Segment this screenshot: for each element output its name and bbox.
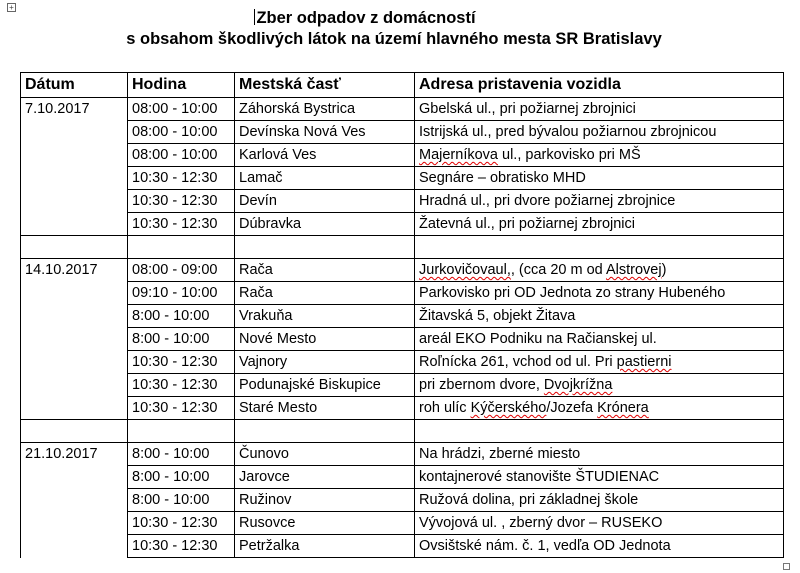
empty-cell bbox=[415, 236, 784, 259]
table-resize-handle-icon[interactable] bbox=[783, 563, 790, 570]
cell-time: 10:30 - 12:30 bbox=[128, 351, 235, 374]
table-row bbox=[21, 98, 784, 121]
table-row bbox=[21, 167, 784, 190]
cell-date bbox=[21, 190, 128, 213]
spellcheck-flagged-text: Kýčerského bbox=[470, 400, 547, 416]
cell-district: Podunajské Biskupice bbox=[235, 374, 415, 397]
address-text: roh ulíc bbox=[419, 400, 471, 416]
header-date: Dátum bbox=[21, 73, 128, 98]
cell-time: 10:30 - 12:30 bbox=[128, 397, 235, 420]
empty-cell bbox=[21, 420, 128, 443]
cell-district: Jarovce bbox=[235, 466, 415, 489]
cell-address bbox=[415, 397, 784, 420]
cell-address bbox=[415, 305, 784, 328]
cell-date: 14.10.2017 bbox=[21, 259, 128, 282]
cell-district: Čunovo bbox=[235, 443, 415, 466]
address-text: Žatevná ul., pri požiarnej zbrojnici bbox=[419, 216, 635, 232]
spellcheck-flagged-text: Krónera bbox=[597, 400, 649, 416]
table-header-row bbox=[21, 73, 784, 98]
cell-date bbox=[21, 351, 128, 374]
document-title bbox=[0, 8, 800, 50]
spellcheck-flagged-text: pastierni bbox=[616, 354, 672, 370]
cell-time: 8:00 - 10:00 bbox=[128, 305, 235, 328]
cell-address bbox=[415, 144, 784, 167]
cell-address bbox=[415, 259, 784, 282]
cell-address bbox=[415, 466, 784, 489]
cell-district: Dúbravka bbox=[235, 213, 415, 236]
table-body bbox=[21, 98, 784, 558]
address-text: Roľnícka 261, vchod od ul. Pri bbox=[419, 354, 617, 370]
table-row bbox=[21, 282, 784, 305]
cell-time: 10:30 - 12:30 bbox=[128, 167, 235, 190]
cell-date bbox=[21, 328, 128, 351]
cell-time: 08:00 - 10:00 bbox=[128, 121, 235, 144]
table-move-handle-icon[interactable]: + bbox=[7, 3, 16, 12]
cell-date bbox=[21, 512, 128, 535]
cell-address bbox=[415, 512, 784, 535]
cell-district: Staré Mesto bbox=[235, 397, 415, 420]
cell-address bbox=[415, 535, 784, 558]
empty-cell bbox=[21, 236, 128, 259]
header-time: Hodina bbox=[128, 73, 235, 98]
table-row bbox=[21, 397, 784, 420]
address-text: Ružová dolina, pri základnej škole bbox=[419, 492, 639, 508]
address-text: /Jozefa bbox=[546, 400, 598, 416]
cell-time: 08:00 - 10:00 bbox=[128, 98, 235, 121]
cell-time: 08:00 - 10:00 bbox=[128, 144, 235, 167]
cell-district: Nové Mesto bbox=[235, 328, 415, 351]
address-text: pri zbernom dvore, bbox=[419, 377, 544, 393]
table-row bbox=[21, 512, 784, 535]
empty-separator-row bbox=[21, 236, 784, 259]
cell-date bbox=[21, 282, 128, 305]
cell-date bbox=[21, 121, 128, 144]
address-text: Hradná ul., pri dvore požiarnej zbrojnice bbox=[419, 193, 676, 209]
address-text: Vývojová ul. , zberný dvor – RUSEKO bbox=[419, 515, 663, 531]
address-text: Na hrádzi, zberné miesto bbox=[419, 446, 581, 462]
address-text: Žitavská 5, objekt Žitava bbox=[419, 308, 576, 324]
cell-time: 8:00 - 10:00 bbox=[128, 328, 235, 351]
cell-address bbox=[415, 351, 784, 374]
table-row bbox=[21, 466, 784, 489]
cell-district: Petržalka bbox=[235, 535, 415, 558]
address-text: ) bbox=[661, 262, 667, 278]
cell-address bbox=[415, 190, 784, 213]
table-row bbox=[21, 305, 784, 328]
header-address: Adresa pristavenia vozidla bbox=[415, 73, 784, 98]
cell-address bbox=[415, 167, 784, 190]
address-text: areál EKO Podniku na Račianskej ul. bbox=[419, 331, 657, 347]
cell-date bbox=[21, 397, 128, 420]
address-text: Istrijská ul., pred bývalou požiarnou zbrojnicou bbox=[419, 124, 717, 140]
cell-date bbox=[21, 213, 128, 236]
cell-district: Vrakuňa bbox=[235, 305, 415, 328]
cell-address bbox=[415, 121, 784, 144]
address-text: Segnáre – obratisko MHD bbox=[419, 170, 586, 186]
cell-date bbox=[21, 167, 128, 190]
cell-time: 10:30 - 12:30 bbox=[128, 374, 235, 397]
address-text: Ovsištské nám. č. 1, vedľa OD Jednota bbox=[419, 538, 671, 554]
cell-district: Vajnory bbox=[235, 351, 415, 374]
cell-district: Záhorská Bystrica bbox=[235, 98, 415, 121]
empty-cell bbox=[235, 420, 415, 443]
table-row bbox=[21, 535, 784, 558]
cell-time: 10:30 - 12:30 bbox=[128, 535, 235, 558]
cell-time: 10:30 - 12:30 bbox=[128, 512, 235, 535]
cell-address bbox=[415, 282, 784, 305]
cell-date: 7.10.2017 bbox=[21, 98, 128, 121]
table-row bbox=[21, 144, 784, 167]
cell-date bbox=[21, 374, 128, 397]
empty-cell bbox=[128, 236, 235, 259]
table-row bbox=[21, 328, 784, 351]
cell-time: 8:00 - 10:00 bbox=[128, 489, 235, 512]
cell-address bbox=[415, 98, 784, 121]
cell-address bbox=[415, 374, 784, 397]
address-text: , (cca 20 m od bbox=[510, 262, 606, 278]
header-district: Mestská časť bbox=[235, 73, 415, 98]
cell-district: Ružinov bbox=[235, 489, 415, 512]
cell-date bbox=[21, 466, 128, 489]
table-row bbox=[21, 213, 784, 236]
table-row bbox=[21, 351, 784, 374]
cell-time: 10:30 - 12:30 bbox=[128, 190, 235, 213]
address-text: ul., parkovisko pri MŠ bbox=[497, 147, 641, 163]
title-line-2: s obsahom škodlivých látok na území hlavného mesta SR Bratislavy bbox=[126, 30, 662, 48]
empty-cell bbox=[128, 420, 235, 443]
cell-address bbox=[415, 443, 784, 466]
table-row bbox=[21, 374, 784, 397]
cell-date bbox=[21, 305, 128, 328]
cell-district: Rusovce bbox=[235, 512, 415, 535]
table-row bbox=[21, 190, 784, 213]
cell-district: Devín bbox=[235, 190, 415, 213]
cell-district: Rača bbox=[235, 282, 415, 305]
cell-date: 21.10.2017 bbox=[21, 443, 128, 466]
cell-date bbox=[21, 489, 128, 512]
cell-address bbox=[415, 213, 784, 236]
spellcheck-flagged-text: Jurkovičovaul, bbox=[419, 262, 511, 278]
table-row bbox=[21, 443, 784, 466]
spellcheck-flagged-text: Dvojkrížna bbox=[543, 377, 613, 393]
empty-separator-row bbox=[21, 420, 784, 443]
cell-date bbox=[21, 144, 128, 167]
empty-cell bbox=[415, 420, 784, 443]
spellcheck-flagged-text: Majerníkova bbox=[419, 147, 498, 163]
cell-district: Devínska Nová Ves bbox=[235, 121, 415, 144]
cell-time: 8:00 - 10:00 bbox=[128, 466, 235, 489]
title-line-1: Zber odpadov z domácností bbox=[256, 9, 476, 27]
table-row bbox=[21, 489, 784, 512]
cell-time: 10:30 - 12:30 bbox=[128, 213, 235, 236]
address-text: Gbelská ul., pri požiarnej zbrojnici bbox=[419, 101, 636, 117]
cell-time: 8:00 - 10:00 bbox=[128, 443, 235, 466]
cell-date bbox=[21, 535, 128, 558]
cell-district: Rača bbox=[235, 259, 415, 282]
address-text: Parkovisko pri OD Jednota zo strany Hubeného bbox=[419, 285, 726, 301]
cell-time: 09:10 - 10:00 bbox=[128, 282, 235, 305]
spellcheck-flagged-text: Alstrovej bbox=[605, 262, 662, 278]
cell-district: Lamač bbox=[235, 167, 415, 190]
empty-cell bbox=[235, 236, 415, 259]
collection-schedule-table bbox=[20, 72, 784, 558]
cell-address bbox=[415, 489, 784, 512]
address-text: kontajnerové stanovište ŠTUDIENAC bbox=[419, 469, 660, 485]
cell-time: 08:00 - 09:00 bbox=[128, 259, 235, 282]
cell-district: Karlová Ves bbox=[235, 144, 415, 167]
table-row bbox=[21, 121, 784, 144]
cell-address bbox=[415, 328, 784, 351]
table-row bbox=[21, 259, 784, 282]
